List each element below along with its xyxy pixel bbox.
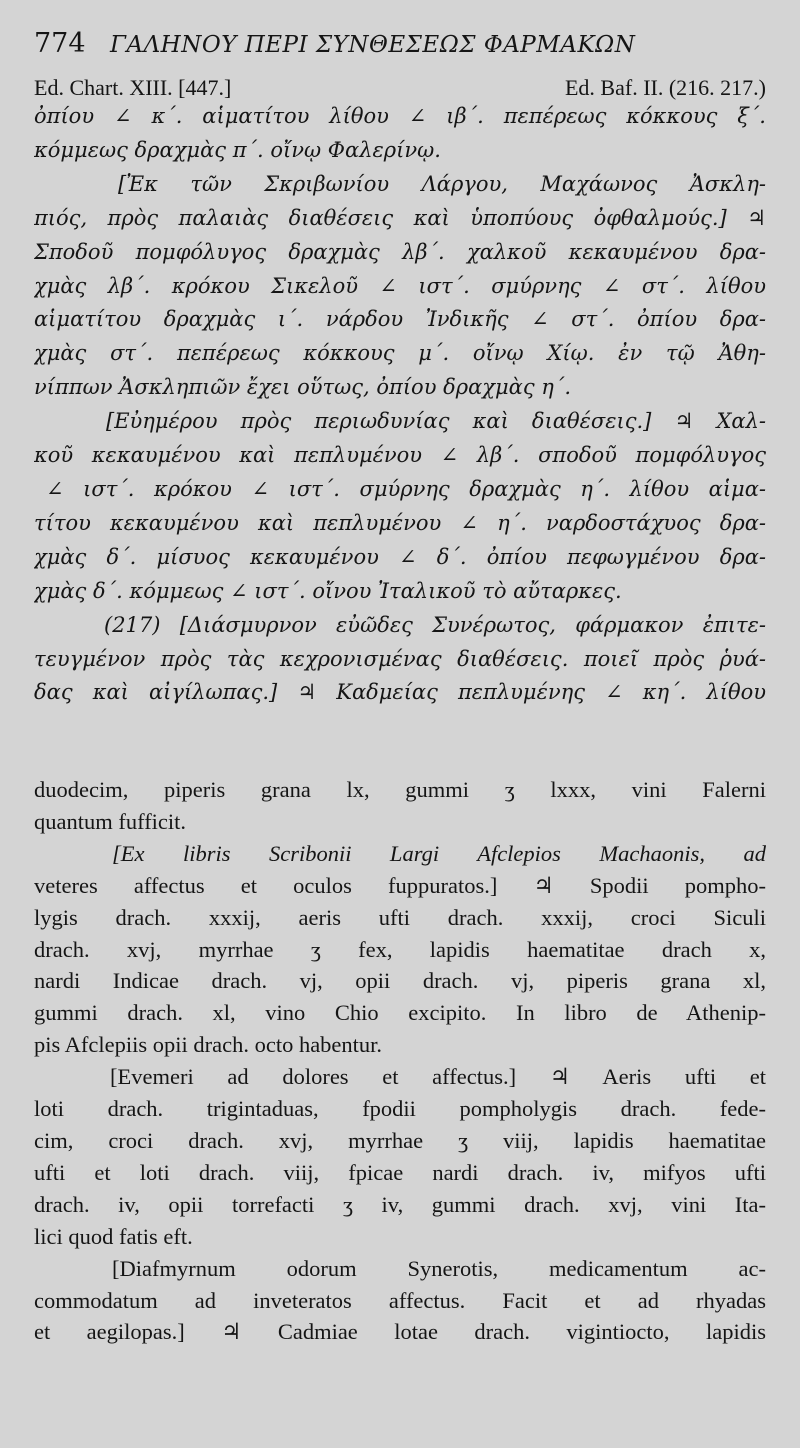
latin-line: [Diafmyrnum odorum Synerotis, medicamentum ac- [112,1255,766,1281]
edition-reference-left: Ed. Chart. XIII. [447.] [34,75,232,100]
greek-line: [Ἐκ τῶν Σκριβωνίου Λάργου, Μαχάωνος Ἀσκλη- [118,171,766,196]
greek-line: χμὰς δ΄. μίσυος κεκαυμένου ∠ δ΄. ὀπίου πεφωγμένου δρα- [34,544,766,569]
latin-line: et aegilopas.] ♃ Cadmiae lotae drach. vigintiocto, lapidis [34,1319,766,1345]
latin-line: drach. iv, opii torrefacti ʒ iv, gummi drach. xvj, vini Ita- [34,1191,766,1217]
latin-line: veteres affectus et oculos fuppuratos.] ♃ Spodii pompho- [34,872,766,898]
greek-line: ὀπίου ∠ κ΄. αἱματίτου λίθου ∠ ιβ΄. πεπέρεως κόκκους ξ΄. [34,104,766,128]
latin-line: gummi drach. xl, vino Chio excipito. In libro de Athenip- [34,1000,766,1026]
greek-line: (217) [Διάσμυρνον εὐῶδες Συνέρωτος, φάρμακον ἐπιτε- [104,612,766,637]
running-title: ΓΑΛΗΝΟΥ ΠΕΡΙ ΣΥΝΘΕΣΕΩΣ ΦΑΡΜΑΚΩΝ [110,32,636,58]
latin-line: nardi Indicae drach. vj, opii drach. vj, piperis grana xl, [34,968,766,994]
greek-line: αἱματίτου δραχμὰς ι΄. νάρδου Ἰνδικῆς ∠ στ΄. ὀπίου δρα- [34,307,766,332]
greek-line: νίππων Ἀσκληπιῶν ἔχει οὕτως, ὀπίου δραχμὰς η΄. [34,375,572,400]
running-head [34,26,774,63]
latin-line: commodatum ad inveteratos affectus. Facit et ad rhyadas [34,1287,766,1313]
latin-line: lygis drach. xxxij, aeris ufti drach. xxxij, croci Siculi [34,904,766,930]
greek-line: πιός, πρὸς παλαιὰς διαθέσεις καὶ ὑποπύους ὀφθαλμούς.] ♃ [34,205,766,230]
latin-line: pis Afclepiis opii drach. octo habentur. [34,1032,383,1058]
latin-line: drach. xvj, myrrhae ʒ fex, lapidis haematitae drach x, [34,936,766,962]
page-number: 774 [34,28,86,59]
latin-line: loti drach. trigintaduas, fpodii pompholygis drach. fede- [34,1096,766,1122]
greek-line: κόμμεως δραχμὰς π΄. οἴνῳ Φαλερίνῳ. [34,137,441,162]
greek-line: τίτου κεκαυμένου καὶ πεπλυμένου ∠ η΄. ναρδοστάχυος δρα- [34,510,766,535]
greek-line: χμὰς δ΄. κόμμεως ∠ ιστ΄. οἴνου Ἰταλικοῦ τὸ αὔταρκες. [34,578,622,603]
greek-line: τευγμένον πρὸς τὰς κεχρονισμένας διαθέσεις. ποιεῖ πρὸς ῥυά- [34,646,766,671]
latin-line: lici quod fatis eft. [34,1223,193,1249]
latin-line: duodecim, piperis grana lx, gummi ʒ lxxx, vini Falerni [34,777,766,802]
greek-line: κοῦ κεκαυμένου καὶ πεπλυμένου ∠ λβ΄. σποδοῦ πομφόλυγος [34,443,766,468]
edition-reference-right: Ed. Baf. II. (216. 217.) [564,75,766,100]
latin-line: ufti et loti drach. viij, fpicae nardi drach. iv, mifyos ufti [34,1159,766,1185]
latin-text-block [34,774,766,1348]
latin-line: cim, croci drach. xvj, myrrhae ʒ viij, lapidis haematitae [34,1127,766,1153]
latin-line: [Ex libris Scribonii Largi Afclepios Machaonis, ad [112,840,766,866]
latin-line: quantum fufficit. [34,808,187,834]
greek-line: [Εὐημέρου πρὸς περιωδυνίας καὶ διαθέσεις.] ♃ Χαλ- [106,409,766,434]
greek-line: δας καὶ αἰγίλωπας.] ♃ Καδμείας πεπλυμένης ∠ κη΄. λίθου [34,680,766,705]
greek-line: Σποδοῦ πομφόλυγος δραχμὰς λβ΄. χαλκοῦ κεκαυμένου δρα- [34,239,766,264]
latin-line: [Evemeri ad dolores et affectus.] ♃ Aeris ufti et [110,1064,766,1090]
greek-text-block [34,100,766,710]
greek-line: χμὰς λβ΄. κρόκου Σικελοῦ ∠ ιστ΄. σμύρνης ∠ στ΄. λίθου [34,273,766,298]
greek-line: χμὰς στ΄. πεπέρεως κόκκους μ΄. οἴνῳ Χίῳ. ἐν τῷ Ἀθη- [34,341,766,366]
greek-line: ∠ ιστ΄. κρόκου ∠ ιστ΄. σμύρνης δραχμὰς η΄. λίθου αἱμα- [46,476,766,501]
